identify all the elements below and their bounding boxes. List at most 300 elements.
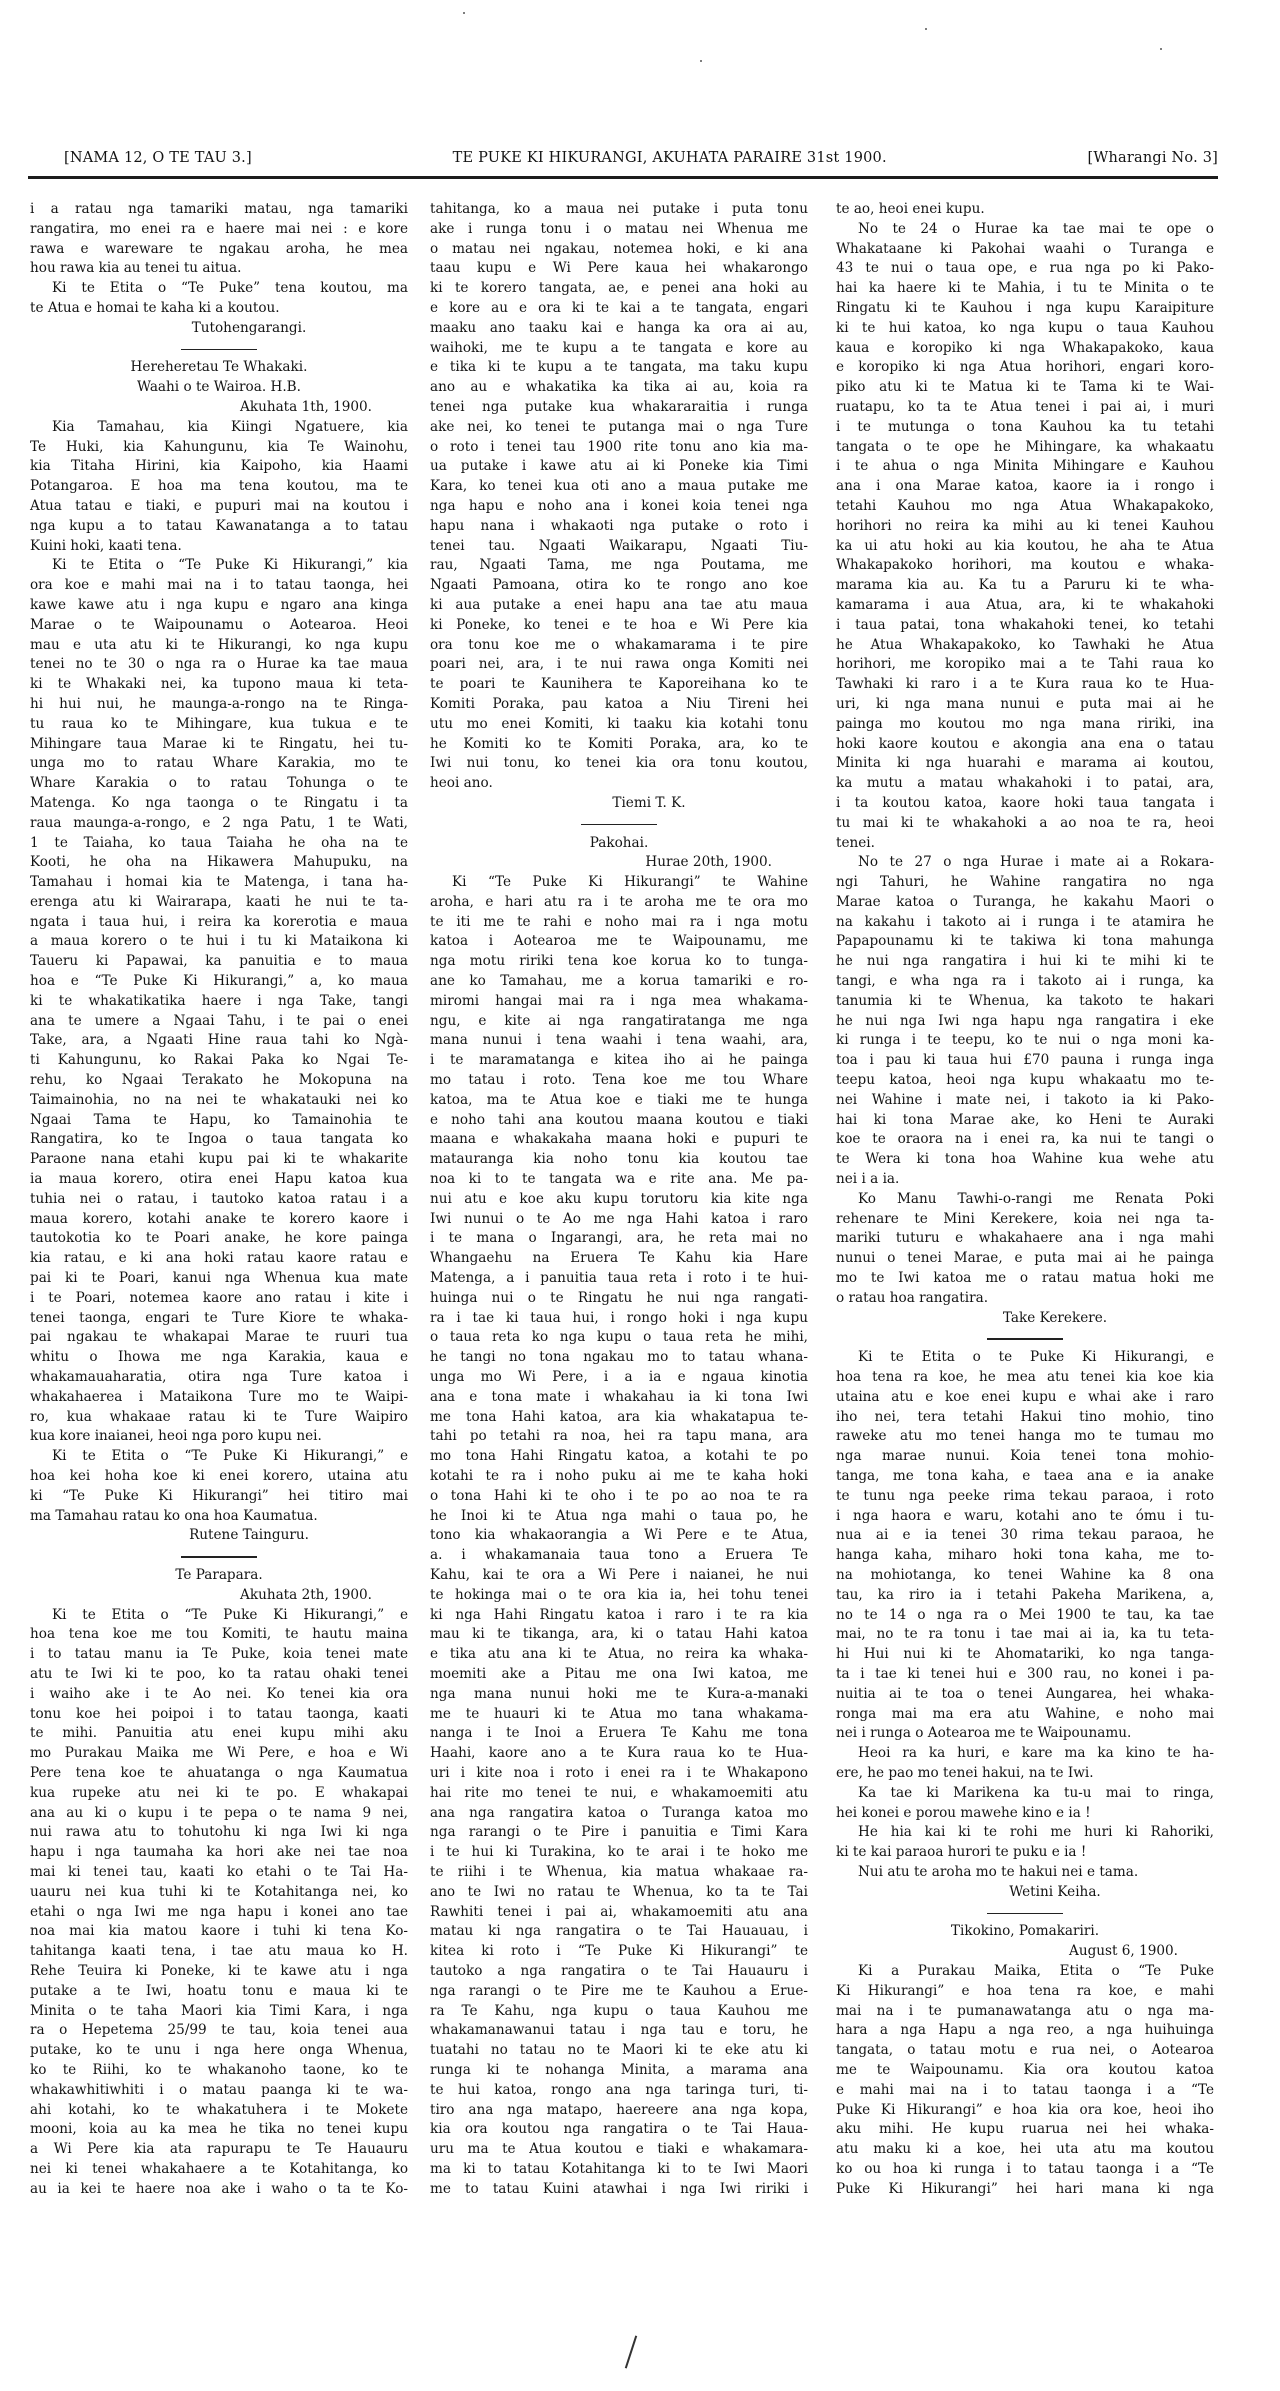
text-line: ano au e whakatika ka tika ai au, koia ra — [430, 379, 808, 396]
text-line: uru ma te Atua koutou e tiaki e whakamara- — [430, 2141, 808, 2158]
text-line: ano te Iwi no ratau te Whenua, ko ta te Tai — [430, 1883, 808, 1900]
text-line: Marae o te Waipounamu o Aotearoa. Heoi — [30, 616, 408, 633]
text-line: Whangaehu na Eruera Te Kahu kia Hare — [430, 1250, 808, 1267]
text-line: i ta koutou katoa, kaore hoki taua tangata i — [836, 794, 1214, 811]
text-line: ana te umere a Ngaai Tahu, i te pai o enei — [30, 1012, 408, 1029]
text-line: ake i runga tonu i o matau nei Whenua me — [430, 220, 808, 237]
letter-heading: Te Parapara. — [175, 1566, 263, 1583]
text-line: waihoki, me te kupu a te tangata e kore au — [430, 339, 808, 356]
letter-heading: Hereheretau Te Whakaki. — [130, 359, 308, 376]
text-line: me te huauri ki te Atua mo tana whakama- — [430, 1705, 808, 1722]
print-speck — [1160, 48, 1162, 50]
text-line: mai ki tenei tau, kaati ko etahi o te Tai Ha- — [30, 1863, 408, 1880]
text-line: Whare Karakia o to ratau Tohunga o te — [30, 775, 408, 792]
text-line: ma Tamahau ratau ko ona hoa Kaumatua. — [30, 1507, 318, 1524]
text-line: mo Purakau Maika me Wi Pere, e hoa e Wi — [30, 1745, 408, 1762]
letter-signature: Rutene Tainguru. — [189, 1527, 309, 1544]
text-line: pai ngakau te whakapai Marae te ruuri tua — [30, 1329, 408, 1346]
text-line: nua ai e ia tenei 30 rima tekau paraoa, he — [836, 1527, 1214, 1544]
paragraph — [836, 1784, 1214, 1824]
text-line: i te mutunga o tona Kauhou ka tu tetahi — [836, 418, 1214, 435]
text-line: nga hapu e noho ana i konei koia tenei nga — [430, 497, 808, 514]
text-line: i te Poari, notemea kaore ano ratau i kite i — [30, 1289, 408, 1306]
text-line: nga motu ririki tena koe korua ko to tunga- — [430, 953, 808, 970]
text-line: e kore au e ora ki te kai a te tangata, engari — [430, 299, 808, 316]
text-line: ia maua korero, otira enei Hapu katoa kua — [30, 1171, 408, 1188]
issue-number: [NAMA 12, O TE TAU 3.] — [64, 150, 252, 166]
text-line: kua kore inaianei, heoi nga poro kupu nei. — [30, 1428, 322, 1445]
text-line: mo tatau i roto. Tena koe me tou Whare — [430, 1072, 808, 1089]
text-line: utu mo enei Komiti, ki taaku kia kotahi tonu — [430, 715, 808, 732]
text-line: Iwi nunui o te Ao me nga Hahi katoa i raro — [430, 1210, 808, 1227]
text-line: kua rupeke atu nei ki te po. E whakapai — [30, 1784, 408, 1801]
section-divider — [430, 814, 808, 834]
text-line: No te 24 o Hurae ka tae mai te ope o — [858, 220, 1214, 237]
text-line: aroha, e hari atu ra i te aroha me te ora mo — [430, 893, 808, 910]
text-line: ora tonu koe me o whakamarama i te pire — [430, 636, 808, 653]
text-line: raua maunga-a-rongo, e 2 nga Patu, 1 te Wati, — [30, 814, 408, 831]
print-mark — [625, 2336, 637, 2369]
text-line: Taueru ki Papawai, ka panuitia e to maua — [30, 953, 408, 970]
text-line: tenei. — [836, 834, 875, 851]
text-line: a maua korero o te hui i tu ki Mataikona ki — [30, 933, 408, 950]
text-line: ma ki to tatau Kotahitanga ki to te Iwi Maori — [430, 2160, 808, 2177]
text-line: hai rite mo tenei te nui, e whakamoemiti atu — [430, 1784, 808, 1801]
text-line: tautokotia ko te Poari anake, he kore painga — [30, 1230, 408, 1247]
text-line: Ki te Etita o “Te Puke Ki Hikurangi,” e — [52, 1606, 408, 1623]
text-line: he Atua Whakapakoko, ko Tawhaki he Atua — [836, 636, 1214, 653]
text-line: tautoko a nga rangatira o te Tai Hauauru i — [430, 1962, 808, 1979]
text-line: ngu, e kite ai nga rangatiratanga me nga — [430, 1012, 808, 1029]
print-speck — [463, 12, 465, 14]
text-line: tiro ana nga matapo, haereere ana nga kopa, — [430, 2101, 808, 2118]
text-line: ronga mai ma era atu Wahine, e noho mai — [836, 1705, 1214, 1722]
text-line: Taimainohia, no na nei te whakatauki nei ko — [30, 1091, 408, 1108]
text-line: au ia kei te haere noa ake i waho o ta te Ko- — [30, 2180, 408, 2197]
text-line: atu te Iwi ki te poo, ko ta ratau ohaki tenei — [30, 1665, 408, 1682]
text-line: kia ratau, e ki ana hoki ratau kaore ratau e — [30, 1250, 408, 1267]
text-line: putake, ko te unu i nga here onga Whenua, — [30, 2042, 408, 2059]
paragraph — [836, 1823, 1214, 1863]
text-line: ko ou hoa ki runga i to tatau taonga i a “Te — [836, 2160, 1214, 2177]
text-line: Heoi ra ka huri, e kare ma ka kino te ha- — [858, 1745, 1214, 1762]
text-line: tahi po tetahi ra noa, hei ra tapu mana, ara — [430, 1428, 808, 1445]
text-line: matauranga kia noho tonu kia koutou tae — [430, 1151, 808, 1168]
text-line: rau, Ngaati Tama, me nga Poutama, me — [430, 557, 808, 574]
letter-date: Akuhata 2th, 1900. — [240, 1586, 372, 1603]
text-line: mo te Iwi katoa me o ratau matua hoki me — [836, 1270, 1214, 1287]
text-line: moemiti ake a Pitau me ona Iwi katoa, me — [430, 1665, 808, 1682]
text-line: Ki te Etita o “Te Puke Ki Hikurangi,” kia — [52, 557, 408, 574]
column-2 — [430, 200, 808, 2199]
text-line: 43 te nui o taua ope, e rua nga po ki Pako- — [836, 260, 1214, 277]
text-line: marama kia au. Ka tu a Paruru ki te wha- — [836, 577, 1214, 594]
text-line: ahi kotahi, ko te whakatuhera i te Mokete — [30, 2101, 408, 2118]
print-speck — [700, 60, 702, 62]
text-line: Pere tena koe te ahuatanga o nga Kaumatua — [30, 1764, 408, 1781]
section-divider — [836, 1903, 1214, 1923]
text-line: Ngaai Tama te Hapu, ko Tamainohia te — [30, 1111, 408, 1128]
text-line: noa mai kia matou kaore i tuhi ki tena Ko- — [30, 1923, 408, 1940]
text-line: tenei nga putake kua whakararaitia i runga — [430, 398, 808, 415]
text-line: whitu o Ihowa me nga Karakia, kaua e — [30, 1349, 408, 1366]
text-line: Ki te Etita o “Te Puke Ki Hikurangi,” e — [52, 1448, 408, 1465]
text-line: Rangatira, ko te Ingoa o taua tangata ko — [30, 1131, 408, 1148]
text-line: tau, ka riro ia i tetahi Pakeha Marikena, a, — [836, 1586, 1214, 1603]
text-line: Tamahau i homai kia te Matenga, i tana ha- — [30, 874, 408, 891]
paragraph — [430, 200, 808, 794]
page-masthead — [64, 150, 1218, 172]
text-line: mana nunui i tena waahi i tena waahi, ara, — [430, 1032, 808, 1049]
text-line: ki Poneke, ko tenei e te hoa e Wi Pere kia — [430, 616, 808, 633]
text-line: te Atua e homai te kaha ki a koutou. — [30, 299, 280, 316]
text-line: Papapounamu ki te takiwa ki tona mahunga — [836, 933, 1214, 950]
text-line: ngi Tahuri, he Wahine rangatira no nga — [836, 874, 1214, 891]
paragraph — [430, 873, 808, 2199]
text-line: kamarama i aua Atua, ara, ki te whakahoki — [836, 596, 1214, 613]
text-line: mooni, koia au ka mea he tika no tenei kupu — [30, 2121, 408, 2138]
paragraph — [836, 1863, 1214, 1883]
text-line: whakahaerea i Mataikona Ture mo te Waipi- — [30, 1388, 408, 1405]
text-line: ana i ona Marae katoa, kaore ia i rongo i — [836, 478, 1214, 495]
text-line: Kahu, kai te ora a Wi Pere i naianei, he nui — [430, 1566, 808, 1583]
text-line: nga kupu a to tatau Kawanatanga a to tatau — [30, 517, 408, 534]
text-line: nei Wahine i mate nei, i takoto ia ki Pako- — [836, 1091, 1214, 1108]
text-line: erenga atu ki Wairarapa, kaati he nui te ta- — [30, 893, 408, 910]
text-line: Kara, ko tenei kua oti ano a maua putake me — [430, 478, 808, 495]
text-line: Ki a Purakau Maika, Etita o “Te Puke — [858, 1962, 1214, 1979]
text-line: he Komiti ko te Komiti Poraka, ara, ko te — [430, 735, 808, 752]
text-line: mariki tuturu e whakahaere ana i nga mahi — [836, 1230, 1214, 1247]
text-line: Whakataane ki Pakohai waahi o Turanga e — [836, 240, 1214, 257]
text-line: Ko Manu Tawhi-o-rangi me Renata Poki — [858, 1190, 1214, 1207]
text-line: ro, kua whakaae ratau ki te Ture Waipiro — [30, 1408, 408, 1425]
text-line: mau ki te tikanga, ara, ki o tatau Hahi katoa — [430, 1626, 808, 1643]
text-line: o roto i tenei tau 1900 rite tonu ano kia ma- — [430, 438, 808, 455]
text-line: hara a nga Hapu a nga reo, a nga huihuinga — [836, 2022, 1214, 2039]
text-line: tanumia ki te Whenua, ka takoto te hakari — [836, 992, 1214, 1009]
text-line: ane ko Tamahau, me a korua tamariki e ro- — [430, 973, 808, 990]
text-line: tenei tau. Ngaati Waikarapu, Ngaati Tiu- — [430, 537, 808, 554]
text-line: noa ki to te tangata wa e rite ana. Me pa- — [430, 1171, 808, 1188]
text-line: Puke Ki Hikurangi” hei hari mana ki nga — [836, 2180, 1214, 2197]
text-line: Haahi, kaore ano a te Kura raua ko te Hua- — [430, 1745, 808, 1762]
text-line: raweke atu mo tenei hanga mo te tumau mo — [836, 1428, 1214, 1445]
text-line: he nui nga Iwi nga hapu nga rangatira i eke — [836, 1012, 1214, 1029]
text-line: Ki “Te Puke Ki Hikurangi” te Wahine — [452, 874, 808, 891]
column-3 — [836, 200, 1214, 2199]
text-line: rangatira, mo enei ra e haere mai nei : e kore — [30, 220, 408, 237]
text-line: i waiho ake i te Ao nei. Ko tenei kia ora — [30, 1685, 408, 1702]
text-line: katoa i Aotearoa me te Waipounamu, me — [430, 933, 808, 950]
letter-heading: Waahi o te Wairoa. H.B. — [137, 379, 301, 396]
text-line: hi hui nui, he maunga-a-rongo na te Ringa- — [30, 695, 408, 712]
text-line: Minita ki nga huarahi e marama ai koutou, — [836, 755, 1214, 772]
text-line: nga rarangi o te Pire me te Kauhou a Erue- — [430, 1982, 808, 1999]
text-line: te riihi i te Whenua, kia matua whakaae ra- — [430, 1863, 808, 1880]
text-line: i nga haora e waru, kotahi ano te ómu i tu- — [836, 1507, 1214, 1524]
text-line: hai ki tona Marae ake, ko Heni te Auraki — [836, 1111, 1214, 1128]
text-line: nui atu e koe aku kupu torutoru kia kite nga — [430, 1190, 808, 1207]
text-line: kawe kawe atu i nga kupu e ngaro ana kinga — [30, 596, 408, 613]
text-line: ta i tae ki tenei hui e 300 rau, no konei i pa- — [836, 1665, 1214, 1682]
text-line: aku mihi. He kupu ruarua nei hei whaka- — [836, 2121, 1214, 2138]
text-line: nga mana nunui hoki me te Kura-a-manaki — [430, 1685, 808, 1702]
text-line: Ringatu ki te Kauhou i nga kupu Karaipiture — [836, 299, 1214, 316]
text-line: tahitanga, ko a maua nei putake i puta tonu — [430, 201, 808, 217]
text-line: unga mo to ratau Whare Karakia, mo te — [30, 755, 408, 772]
text-line: ki “Te Puke Ki Hikurangi” hei titiro mai — [30, 1487, 408, 1504]
text-line: etahi o nga Iwi me nga hapu i konei ano tae — [30, 1903, 408, 1920]
section-divider — [30, 339, 408, 359]
newspaper-title-date: TE PUKE KI HIKURANGI, AKUHATA PARAIRE 31st 1900. — [452, 150, 887, 166]
text-line: Rawhiti tenei i pai ai, whakamoemiti atu ana — [430, 1903, 808, 1920]
text-line: Marae katoa o Turanga, he kakahu Maori o — [836, 893, 1214, 910]
letter-heading: Tikokino, Pomakariri. — [950, 1923, 1100, 1940]
text-line: tuatahi no tatau no te Maori ki te eke atu ki — [430, 2042, 808, 2059]
text-line: i a ratau nga tamariki matau, nga tamariki — [30, 201, 408, 217]
text-line: Nui atu te aroha mo te hakui nei e tama. — [858, 1863, 1139, 1880]
text-line: whakamanawanui tatau i nga tau e toru, he — [430, 2022, 808, 2039]
text-line: a Wi Pere kia ata rapurapu te Te Hauauru — [30, 2141, 408, 2158]
text-line: ere, he pao mo tenei hakui, na te Iwi. — [836, 1764, 1094, 1781]
text-line: i te mana o Ingarangi, ara, he reta mai no — [430, 1230, 808, 1247]
text-line: i taua patai, tona whakahoki tenei, ko tetahi — [836, 616, 1214, 633]
text-line: rehenare te Mini Kerekere, koia nei nga ta- — [836, 1210, 1214, 1227]
text-line: 1 te Taiaha, ko taua Taiaha he oha na te — [30, 834, 408, 851]
text-line: kia Titaha Hirini, kia Kaipoho, kia Haami — [30, 458, 408, 475]
text-line: nanga i te Inoi a Eruera Te Kahu me tona — [430, 1725, 808, 1742]
text-line: hoa tena koe me tou Komiti, te hautu maina — [30, 1626, 408, 1643]
paragraph — [836, 1348, 1214, 1744]
text-line: unga mo Wi Pere, i a ia e ngaua kinotia — [430, 1369, 808, 1386]
text-line: e koropiko ki nga Atua horihori, engari koro- — [836, 359, 1214, 376]
text-line: ra Te Kahu, nga kupu o taua Kauhou me — [430, 2002, 808, 2019]
text-line: hou rawa kia au tenei tu aitua. — [30, 260, 242, 277]
text-line: he Inoi ki te Atua nga mahi o taua po, he — [430, 1507, 808, 1524]
text-line: ki te whakatikatika haere i nga Take, tangi — [30, 992, 408, 1009]
text-line: e mahi mai na i to tatau taonga i a “Te — [836, 2081, 1214, 2098]
letter-date: Hurae 20th, 1900. — [645, 854, 772, 871]
text-line: hoki kaore koutou e akongia ana ena o tatau — [836, 735, 1214, 752]
text-line: ana e tona mate i whakahau ia ki tona Iwi — [430, 1388, 808, 1405]
text-line: Ki te Etita o “Te Puke” tena koutou, ma — [52, 280, 408, 297]
text-line: ra o Hepetema 25/99 te tau, koia tenei aua — [30, 2022, 408, 2039]
letter-signature: Take Kerekere. — [1002, 1309, 1108, 1326]
text-line: tu raua ko te Mihingare, kua tukua e te — [30, 715, 408, 732]
paragraph — [836, 1744, 1214, 1784]
text-line: atu maku ki a koe, hei uta atu ma koutou — [836, 2141, 1214, 2158]
text-line: nei i runga o Aotearoa me te Waipounamu. — [836, 1725, 1132, 1742]
letter-date: Akuhata 1th, 1900. — [240, 398, 372, 415]
text-line: Minita o te taha Maori kia Timi Kara, i nga — [30, 2002, 408, 2019]
text-line: He hia kai ki te rohi me huri ki Rahoriki, — [858, 1824, 1214, 1841]
text-line: Matenga, a i panuitia taua reta i roto i te hui- — [430, 1270, 808, 1287]
text-line: iho nei, tera tetahi Hakui tino mohio, tino — [836, 1408, 1214, 1425]
text-line: mai na i te pumanawatanga atu o nga ma- — [836, 2002, 1214, 2019]
text-line: tono kia whakaorangia a Wi Pere e te Atua, — [430, 1527, 808, 1544]
text-line: Ka tae ki Marikena ka tu-u mai to ringa, — [858, 1784, 1214, 1801]
text-line: tenei taonga, engari te Ture Kiore te whaka- — [30, 1309, 408, 1326]
letter-signature: Tutohengarangi. — [191, 319, 307, 336]
text-line: uauru nei kua tuhi ki te Kotahitanga nei, ko — [30, 1883, 408, 1900]
text-line: ruatapu, ko ta te Atua tenei i pai ai, i muri — [836, 398, 1214, 415]
text-line: mau e uta atu ki te Hikurangi, ko nga kupu — [30, 636, 408, 653]
paragraph — [30, 279, 408, 319]
paragraph — [836, 1190, 1214, 1309]
text-line: ora koe e mahi mai na i to tatau taonga, hei — [30, 577, 408, 594]
text-line: ki runga i te teepu, ko te nui o nga moni ka- — [836, 1032, 1214, 1049]
text-line: te hokinga mai o te ora kia ia, hei tohu tenei — [430, 1586, 808, 1603]
page-number: [Wharangi No. 3] — [1087, 150, 1218, 166]
text-line: hanga kaha, miharo hoki tona kaha, me to- — [836, 1547, 1214, 1564]
text-line: ki te korero tangata, ae, e penei ana hoki au — [430, 280, 808, 297]
text-line: ana au ki o kupu i te pepa o te nama 9 nei, — [30, 1804, 408, 1821]
text-line: kaua e koropiko ki nga Whakapakoko, kaua — [836, 339, 1214, 356]
text-line: mo tona Hahi Ringatu katoa, a kotahi te po — [430, 1448, 808, 1465]
text-line: ti Kahungunu, ko Rakai Paka ko Ngai Te- — [30, 1052, 408, 1069]
text-line: Ngaati Pamoana, otira ko te rongo ano koe — [430, 577, 808, 594]
text-line: Kia Tamahau, kia Kiingi Ngatuere, kia — [52, 418, 408, 435]
text-line: koe te oraora na i enei ra, ka nui te tangi o — [836, 1131, 1214, 1148]
text-line: ki nga Hahi Ringatu katoa i raro i te ra kia — [430, 1606, 808, 1623]
text-line: rawa e wareware te ngakau aroha, he mea — [30, 240, 408, 257]
text-line: i te hui ki Turakina, ko te arai i te hoko me — [430, 1844, 808, 1861]
text-line: hoa tena ra koe, he mea atu tenei kia koe kia — [836, 1369, 1214, 1386]
text-line: rehu, ko Ngaai Terakato he Mokopuna na — [30, 1072, 408, 1089]
text-line: maaku ano taaku kai e hanga ka ora ai au, — [430, 319, 808, 336]
text-line: ki te hui katoa, ko nga kupu o taua Kauhou — [836, 319, 1214, 336]
text-line: tetahi Kauhou mo nga Atua Whakapakoko, — [836, 497, 1214, 514]
text-line: te hui katoa, rongo ana nga taringa turi, ti- — [430, 2081, 808, 2098]
text-line: Ki Hikurangi” e hoa tena ra koe, e mahi — [836, 1982, 1214, 1999]
text-line: tu mai ki te whakahoki a ao noa te ra, heoi — [836, 814, 1214, 831]
text-line: ki aua putake a enei hapu ana tae atu maua — [430, 596, 808, 613]
text-line: Rehe Teuira ki Poneke, ki te kawe atu i nga — [30, 1962, 408, 1979]
text-line: tangata, o tatau motu e rua nei, o Aotearoa — [836, 2042, 1214, 2059]
text-line: taau kupu e Wi Pere kaua hei whakarongo — [430, 260, 808, 277]
section-divider — [836, 1328, 1214, 1348]
text-line: whakamauaharatia, otira nga Ture katoa i — [30, 1369, 408, 1386]
text-line: poari nei, ara, i te nui rawa onga Komiti nei — [430, 656, 808, 673]
text-line: runga ki te nohanga Minita, a marama ana — [430, 2061, 808, 2078]
text-line: tenei no te 30 o nga ra o Hurae ka tae maua — [30, 656, 408, 673]
text-line: ka mutu a matau whakahoki i to patai, ara, — [836, 775, 1214, 792]
text-line: te ao, heoi enei kupu. — [836, 201, 985, 217]
paragraph — [836, 853, 1214, 1190]
text-line: hoa e “Te Puke Ki Hikurangi,” a, ko maua — [30, 973, 408, 990]
text-line: i te maramatanga e kitea iho ai he painga — [430, 1052, 808, 1069]
text-line: uri i kite noa i roto i enei ra i te Whakapono — [430, 1764, 808, 1781]
text-line: Iwi nui tonu, ko tenei kia ora tonu koutou, — [430, 755, 808, 772]
paragraph — [30, 556, 408, 1447]
text-line: o ratau hoa rangatira. — [836, 1289, 989, 1306]
letter-signature: Tiemi T. K. — [612, 794, 686, 811]
print-speck — [925, 28, 927, 30]
text-line: a. i whakamanaia taua tono a Eruera Te — [430, 1547, 808, 1564]
text-line: he nui nga rangatira i hui ki te mihi ki te — [836, 953, 1214, 970]
paragraph — [30, 418, 408, 557]
text-line: toa i pau ki taua hui £70 pauna i runga inga — [836, 1052, 1214, 1069]
column-1 — [30, 200, 408, 2199]
text-line: me tona Hahi katoa, ara kia whakatapua te- — [430, 1408, 808, 1425]
text-line: maua korero, kotahi anake te korero kaore i — [30, 1210, 408, 1227]
text-line: i to tatau manu ia Te Puke, koia tenei mate — [30, 1646, 408, 1663]
text-line: horihori no reira ka mihi au ki tenei Kauhou — [836, 517, 1214, 534]
text-line: Whakapakoko horihori, ma koutou e whaka- — [836, 557, 1214, 574]
letter-signature: Wetini Keiha. — [1009, 1883, 1101, 1900]
text-line: hapu i nga taumaha ka hori ake nei tae noa — [30, 1844, 408, 1861]
text-line: i te ahua o nga Minita Mihingare e Kauhou — [836, 458, 1214, 475]
text-line: kitea ki roto i “Te Puke Ki Hikurangi” te — [430, 1943, 808, 1960]
masthead-rule — [28, 176, 1218, 179]
text-line: e tika ki te kupu a te tangata, ma taku kupu — [430, 359, 808, 376]
text-line: nunui o tenei Marae, e puta mai ai he painga — [836, 1250, 1214, 1267]
text-line: pai ki te Poari, kanui nga Whenua kua mate — [30, 1270, 408, 1287]
text-line: utaina atu e koe enei kupu e whai ake i raro — [836, 1388, 1214, 1405]
paragraph — [30, 200, 408, 279]
text-line: e noho tahi ana koutou maana koutou e tiaki — [430, 1111, 808, 1128]
text-line: te iti me te rahi e noho mai ra i nga motu — [430, 913, 808, 930]
text-line: tangi, e wha nga ra i takoto ai i runga, ka — [836, 973, 1214, 990]
text-line: Te Huki, kia Kahungunu, kia Te Wainohu, — [30, 438, 408, 455]
text-line: Ki te Etita o te Puke Ki Hikurangi, e — [858, 1349, 1214, 1366]
text-line: hai ka haere ki te Mahia, i tu te Minita o te — [836, 280, 1214, 297]
text-line: hi Hui nui ki te Ahomatariki, ko nga tanga- — [836, 1646, 1214, 1663]
text-line: ana nga rangatira katoa o Turanga katoa mo — [430, 1804, 808, 1821]
text-line: Kuini hoki, kaati tena. — [30, 537, 182, 554]
text-line: Kooti, he oha na Hikawera Mahupuku, na — [30, 854, 408, 871]
letter-heading: Pakohai. — [589, 834, 649, 851]
text-line: miromi hangai mai ra i nga mea whakama- — [430, 992, 808, 1009]
text-line: teepu katoa, heoi nga kupu whakaatu mo te- — [836, 1072, 1214, 1089]
text-line: tuhia nei o ratau, i tautoko katoa ratau i a — [30, 1190, 408, 1207]
text-line: Matenga. Ko nga taonga o te Ringatu i ta — [30, 794, 408, 811]
text-line: he tangi no tona ngakau mo to tatau whana- — [430, 1349, 808, 1366]
text-line: nei i a ia. — [836, 1171, 900, 1188]
text-line: hapu nana i whakaoti nga putake o roto i — [430, 517, 808, 534]
text-line: no te 14 o nga ra o Mei 1900 te tau, ka tae — [836, 1606, 1214, 1623]
text-line: Take, ara, a Ngaati Hine raua tahi ko Ngà- — [30, 1032, 408, 1049]
text-line: mai, no te ra tonu i tae mai ai ia, ka tu teta- — [836, 1626, 1214, 1643]
text-line: o tona Hahi ki te oho i te po ao noa te ra — [430, 1487, 808, 1504]
text-line: te tunu nga peeke rima tekau paraoa, i roto — [836, 1487, 1214, 1504]
text-line: whakawhitiwhiti i o matau paanga ki te wa- — [30, 2081, 408, 2098]
text-line: katoa, ma te Atua koe e tiaki me te hunga — [430, 1091, 808, 1108]
text-line: horihori, me koropiko mai a te Tahi raua ko — [836, 656, 1214, 673]
text-line: Tawhaki ki raro i a te Kura raua ko te Hua- — [836, 676, 1214, 693]
text-line: piko atu ki te Matua ki te Tama ki te Wai- — [836, 379, 1214, 396]
text-line: Paraone nana etahi kupu pai ki te whakarite — [30, 1151, 408, 1168]
text-line: tahitanga kaati tena, i tae atu maua ko H. — [30, 1943, 408, 1960]
text-line: me te Waipounamu. Kia ora koutou katoa — [836, 2061, 1214, 2078]
text-line: tangata o te ope he Mihingare, ka whakaatu — [836, 438, 1214, 455]
text-line: tonu koe hei poipoi i to tatau taonga, kaati — [30, 1705, 408, 1722]
text-line: te Wera ki tona hoa Wahine kua wehe atu — [836, 1151, 1214, 1168]
text-line: No te 27 o nga Hurae i mate ai a Rokara- — [858, 854, 1214, 871]
text-line: kia ora koutou nga rangatira o te Tai Haua- — [430, 2121, 808, 2138]
paragraph — [30, 1447, 408, 1526]
text-line: o taua reta ko nga kupu o taua reta he mihi, — [430, 1329, 808, 1346]
text-line: tanga, me tona kaha, e taea ana e ia anake — [836, 1468, 1214, 1484]
text-line: me to tatau Kuini atawhai i nga Iwi ririki i — [430, 2180, 808, 2197]
text-line: Komiti Poraka, pau katoa a Niu Tireni hei — [430, 695, 808, 712]
text-line: Puke Ki Hikurangi” e hoa kia ora koe, heoi iho — [836, 2101, 1214, 2118]
text-line: huinga nui o te Ringatu he nui nga rangati- — [430, 1289, 808, 1306]
paragraph — [836, 1962, 1214, 2200]
letter-date: August 6, 1900. — [1069, 1943, 1178, 1960]
text-line: nei ki tenei whakahaere a te Kotahitanga, ko — [30, 2160, 408, 2177]
